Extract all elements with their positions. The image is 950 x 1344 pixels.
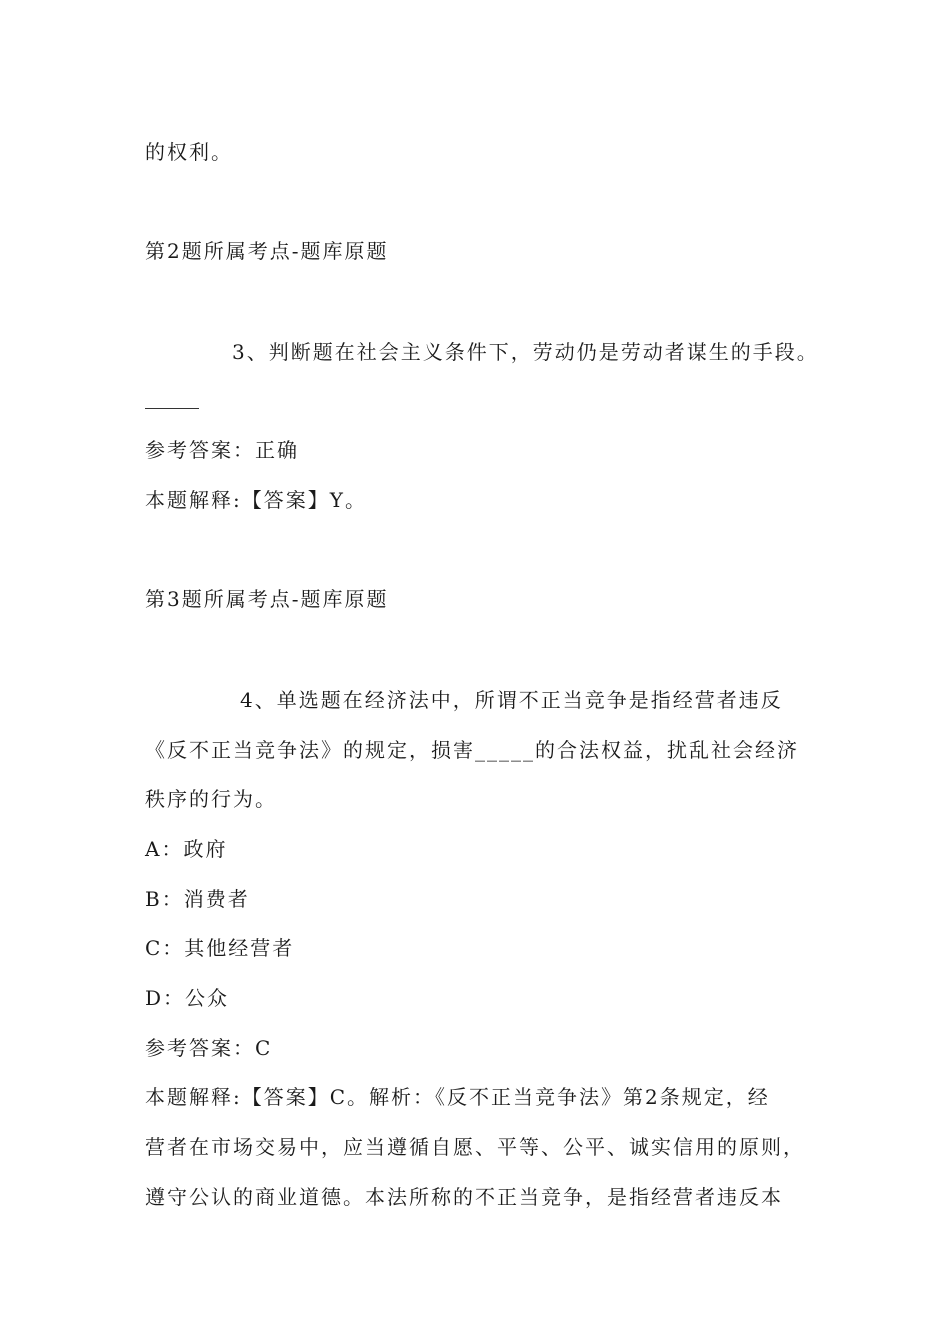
question-4-explanation-line-3: 遵守公认的商业道德。本法所称的不正当竞争，是指经营者违反本 <box>145 1185 783 1209</box>
question-2-source-label: 第2题所属考点-题库原题 <box>145 239 389 263</box>
answer-blank-line <box>145 408 199 409</box>
option-c: C：其他经营者 <box>145 936 295 960</box>
question-4-explanation-line-2: 营者在市场交易中，应当遵循自愿、平等、公平、诚实信用的原则， <box>145 1135 805 1159</box>
question-4-stem-line-3: 秩序的行为。 <box>145 787 277 811</box>
question-3-source-label: 第3题所属考点-题库原题 <box>145 587 389 611</box>
question-4-stem-line-1: 4、单选题在经济法中，所谓不正当竞争是指经营者违反 <box>240 688 783 712</box>
option-d: D：公众 <box>145 986 230 1010</box>
text-line-continuation: 的权利。 <box>145 140 233 164</box>
option-b: B：消费者 <box>145 887 250 911</box>
question-3-reference-answer: 参考答案：正确 <box>145 438 299 462</box>
question-4-stem-line-2: 《反不正当竞争法》的规定，损害_____的合法权益，扰乱社会经济 <box>145 738 799 762</box>
question-4-explanation-line-1: 本题解释:【答案】C。解析：《反不正当竞争法》第2条规定，经 <box>145 1085 770 1109</box>
question-3-explanation: 本题解释:【答案】Y。 <box>145 488 367 512</box>
option-a: A：政府 <box>145 837 228 861</box>
question-4-reference-answer: 参考答案：C <box>145 1036 273 1060</box>
question-3-stem: 3、判断题在社会主义条件下，劳动仍是劳动者谋生的手段。 <box>232 340 819 364</box>
